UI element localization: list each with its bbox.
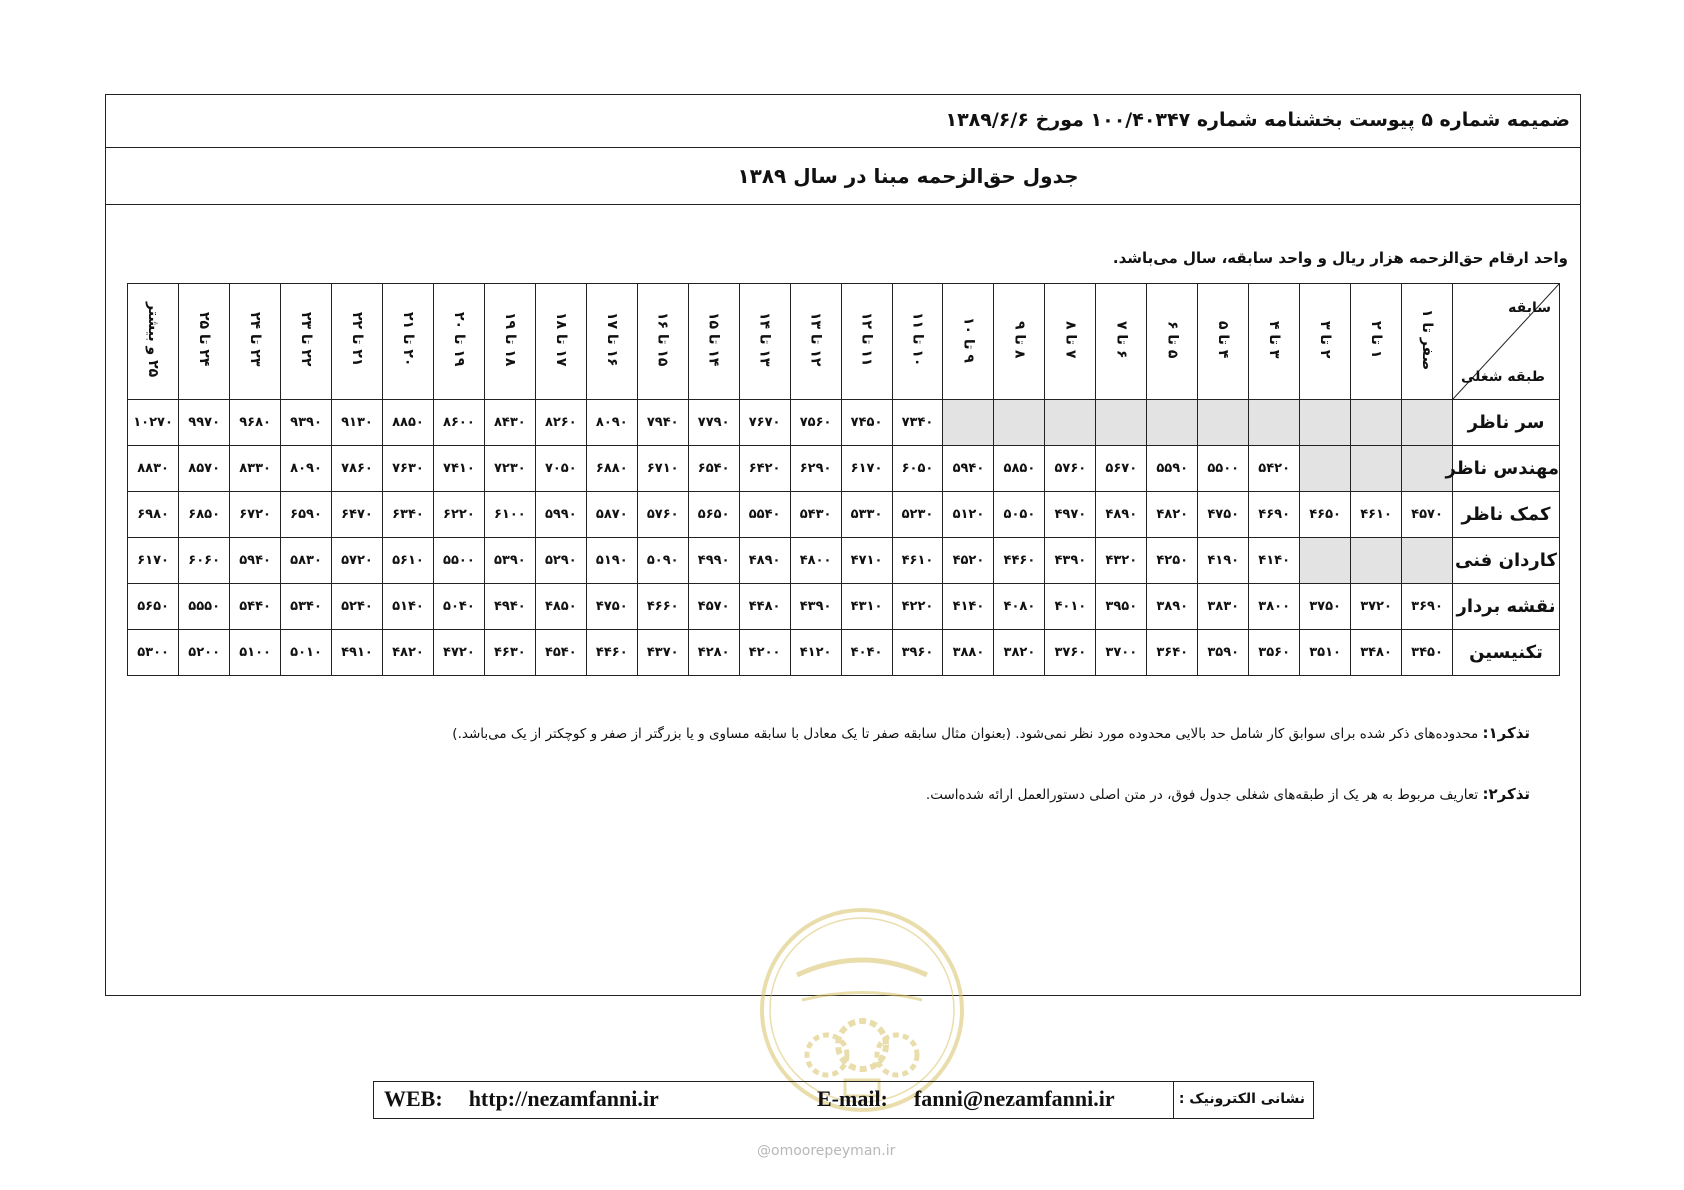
fee-cell: ۴۲۰۰ <box>739 630 790 676</box>
fee-cell: ۵۱۹۰ <box>586 538 637 584</box>
column-header-label: ۱۷ تا ۱۸ <box>552 312 569 367</box>
fee-cell: ۸۸۵۰ <box>382 400 433 446</box>
column-header-label: ۲۴ تا ۲۵ <box>196 312 213 367</box>
fee-cell: ۳۸۰۰ <box>1249 584 1300 630</box>
column-header-label: ۲۵ و بیشتر <box>145 301 162 378</box>
document-frame <box>105 94 1581 996</box>
empty-cell <box>1249 400 1300 446</box>
fee-cell: ۵۰۵۰ <box>994 492 1045 538</box>
fee-cell: ۸۴۳۰ <box>484 400 535 446</box>
column-header <box>1300 284 1351 400</box>
note-2-text: تعاریف مربوط به هر یک از طبقه‌های شغلی جدول فوق، در متن اصلی دستورالعمل ارائه شده‌است. <box>925 787 1483 803</box>
fee-cell: ۴۸۲۰ <box>1147 492 1198 538</box>
fee-cell: ۴۶۱۰ <box>1351 492 1402 538</box>
fee-cell: ۴۲۵۰ <box>1147 538 1198 584</box>
empty-cell <box>1045 400 1096 446</box>
fee-cell: ۵۱۰۰ <box>230 630 281 676</box>
column-header <box>841 284 892 400</box>
fee-cell: ۵۲۹۰ <box>535 538 586 584</box>
fee-cell: ۶۵۴۰ <box>688 446 739 492</box>
empty-cell <box>1351 446 1402 492</box>
column-header <box>892 284 943 400</box>
fee-cell: ۵۵۴۰ <box>739 492 790 538</box>
column-header <box>790 284 841 400</box>
fee-cell: ۴۶۱۰ <box>892 538 943 584</box>
fee-cell: ۴۹۹۰ <box>688 538 739 584</box>
fee-cell: ۸۶۰۰ <box>433 400 484 446</box>
empty-cell <box>943 400 994 446</box>
fee-cell: ۵۹۴۰ <box>230 538 281 584</box>
fee-cell: ۳۶۹۰ <box>1402 584 1453 630</box>
fee-cell: ۶۴۷۰ <box>332 492 383 538</box>
row-label: تکنیسین <box>1453 630 1560 676</box>
header-row <box>106 95 1580 148</box>
fee-cell: ۴۸۹۰ <box>1096 492 1147 538</box>
table-row <box>128 630 1560 676</box>
fee-cell: ۴۰۱۰ <box>1045 584 1096 630</box>
column-header <box>535 284 586 400</box>
fee-cell: ۴۲۲۰ <box>892 584 943 630</box>
fee-cell: ۴۷۱۰ <box>841 538 892 584</box>
fee-cell: ۴۸۲۰ <box>382 630 433 676</box>
fee-cell: ۵۵۰۰ <box>1198 446 1249 492</box>
fee-cell: ۵۱۴۰ <box>382 584 433 630</box>
column-header-label: ۱۰ تا ۱۱ <box>909 312 926 367</box>
fee-cell: ۵۳۹۰ <box>484 538 535 584</box>
column-header-label: ۱۱ تا ۱۲ <box>858 312 875 367</box>
fee-cell: ۳۸۸۰ <box>943 630 994 676</box>
column-header <box>1147 284 1198 400</box>
empty-cell <box>1402 538 1453 584</box>
fee-cell: ۵۶۱۰ <box>382 538 433 584</box>
fee-cell: ۵۴۴۰ <box>230 584 281 630</box>
fee-cell: ۹۶۸۰ <box>230 400 281 446</box>
fee-cell: ۴۰۴۰ <box>841 630 892 676</box>
fee-cell: ۹۹۷۰ <box>179 400 230 446</box>
column-header-label: ۵ تا ۶ <box>1164 320 1181 359</box>
row-label: مهندس ناظر <box>1453 446 1560 492</box>
column-header <box>1045 284 1096 400</box>
fee-cell: ۵۲۰۰ <box>179 630 230 676</box>
table-row <box>128 446 1560 492</box>
fee-cell: ۵۰۱۰ <box>281 630 332 676</box>
fee-cell: ۶۸۵۰ <box>179 492 230 538</box>
fee-cell: ۴۴۶۰ <box>994 538 1045 584</box>
fee-cell: ۶۷۱۰ <box>637 446 688 492</box>
fee-cell: ۳۵۹۰ <box>1198 630 1249 676</box>
column-header-label: ۴ تا ۵ <box>1215 320 1232 359</box>
table-header-row <box>128 284 1560 400</box>
fee-cell: ۷۵۶۰ <box>790 400 841 446</box>
watermark-text: @omoorepeyman.ir <box>757 1143 896 1159</box>
fee-cell: ۵۴۲۰ <box>1249 446 1300 492</box>
empty-cell <box>1300 400 1351 446</box>
note-1 <box>452 724 1530 742</box>
fee-cell: ۵۲۳۰ <box>892 492 943 538</box>
table-body <box>128 400 1560 676</box>
column-header-label: ۳ تا ۴ <box>1266 320 1283 359</box>
fee-cell: ۴۷۲۰ <box>433 630 484 676</box>
fee-cell: ۵۰۴۰ <box>433 584 484 630</box>
fee-cell: ۴۵۴۰ <box>535 630 586 676</box>
fee-cell: ۴۴۸۰ <box>739 584 790 630</box>
document-title: ضمیمه شماره ۵ پیوست بخشنامه شماره ۱۰۰/۴۰۳۴۷ مورخ ۱۳۸۹/۶/۶ <box>945 109 1570 131</box>
column-header <box>1096 284 1147 400</box>
email-link[interactable]: fanni@nezamfanni.ir <box>913 1086 1115 1111</box>
fee-cell: ۴۵۷۰ <box>1402 492 1453 538</box>
column-header <box>332 284 383 400</box>
fee-cell: ۳۸۹۰ <box>1147 584 1198 630</box>
fee-cell: ۴۸۰۰ <box>790 538 841 584</box>
fee-cell: ۳۹۶۰ <box>892 630 943 676</box>
note-2-label: تذکر۲: <box>1482 785 1530 803</box>
fee-cell: ۳۵۶۰ <box>1249 630 1300 676</box>
fee-cell: ۶۷۲۰ <box>230 492 281 538</box>
fee-cell: ۶۰۵۰ <box>892 446 943 492</box>
table-corner <box>1453 284 1560 400</box>
fee-cell: ۵۹۹۰ <box>535 492 586 538</box>
fee-cell: ۴۷۵۰ <box>1198 492 1249 538</box>
column-header <box>382 284 433 400</box>
column-header <box>281 284 332 400</box>
fee-cell: ۳۴۸۰ <box>1351 630 1402 676</box>
fee-cell: ۴۱۲۰ <box>790 630 841 676</box>
fee-cell: ۶۵۹۰ <box>281 492 332 538</box>
column-header <box>128 284 179 400</box>
empty-cell <box>1300 446 1351 492</box>
fee-cell: ۶۱۰۰ <box>484 492 535 538</box>
fee-table <box>127 283 1560 676</box>
fee-cell: ۵۳۴۰ <box>281 584 332 630</box>
fee-cell: ۳۷۰۰ <box>1096 630 1147 676</box>
fee-cell: ۵۷۲۰ <box>332 538 383 584</box>
column-header-label: ۲ تا ۳ <box>1317 320 1334 359</box>
fee-cell: ۴۳۹۰ <box>790 584 841 630</box>
empty-cell <box>1300 538 1351 584</box>
fee-cell: ۵۴۳۰ <box>790 492 841 538</box>
note-1-text: محدوده‌های ذکر شده برای سوابق کار شامل حد بالایی محدوده مورد نظر نمی‌شود. (بعنوان مثال سابقه صفر تا یک معادل با سابقه مساوی و یا بزرگتر از صفر و کوچکتر از یک می‌باشد.) <box>452 726 1483 742</box>
column-header <box>943 284 994 400</box>
fee-cell: ۴۷۵۰ <box>586 584 637 630</box>
fee-cell: ۳۷۵۰ <box>1300 584 1351 630</box>
fee-cell: ۷۴۱۰ <box>433 446 484 492</box>
column-header-label: ۱۴ تا ۱۵ <box>705 312 722 367</box>
column-header <box>433 284 484 400</box>
empty-cell <box>1096 400 1147 446</box>
web-label: WEB: <box>384 1086 443 1111</box>
column-header <box>179 284 230 400</box>
fee-cell: ۴۵۷۰ <box>688 584 739 630</box>
column-header <box>484 284 535 400</box>
column-header-label: ۲۳ تا ۲۴ <box>247 312 264 367</box>
fee-cell: ۶۹۸۰ <box>128 492 179 538</box>
fee-cell: ۷۷۹۰ <box>688 400 739 446</box>
column-header <box>739 284 790 400</box>
fee-cell: ۳۷۲۰ <box>1351 584 1402 630</box>
fee-cell: ۳۴۵۰ <box>1402 630 1453 676</box>
fee-cell: ۵۰۹۰ <box>637 538 688 584</box>
fee-cell: ۵۷۶۰ <box>637 492 688 538</box>
fee-cell: ۸۳۳۰ <box>230 446 281 492</box>
footer-web <box>384 1086 659 1112</box>
fee-cell: ۷۲۳۰ <box>484 446 535 492</box>
fee-cell: ۴۸۵۰ <box>535 584 586 630</box>
fee-cell: ۸۰۹۰ <box>281 446 332 492</box>
row-label: نقشه بردار <box>1453 584 1560 630</box>
column-header <box>1402 284 1453 400</box>
fee-cell: ۳۸۳۰ <box>1198 584 1249 630</box>
fee-cell: ۴۶۵۰ <box>1300 492 1351 538</box>
column-header-label: صفر تا ۱ <box>1419 308 1436 371</box>
row-label: کمک ناظر <box>1453 492 1560 538</box>
fee-cell: ۴۶۹۰ <box>1249 492 1300 538</box>
web-link[interactable]: http://nezamfanni.ir <box>468 1086 659 1111</box>
fee-cell: ۵۸۵۰ <box>994 446 1045 492</box>
footer-contact-box <box>373 1081 1314 1119</box>
subtitle-row <box>106 148 1580 205</box>
fee-cell: ۵۷۶۰ <box>1045 446 1096 492</box>
column-header <box>688 284 739 400</box>
empty-cell <box>994 400 1045 446</box>
column-header <box>1249 284 1300 400</box>
table-row <box>128 538 1560 584</box>
empty-cell <box>1402 400 1453 446</box>
fee-cell: ۳۵۱۰ <box>1300 630 1351 676</box>
fee-cell: ۶۲۹۰ <box>790 446 841 492</box>
fee-cell: ۴۳۲۰ <box>1096 538 1147 584</box>
table-title: جدول حق‌الزحمه مبنا در سال ۱۳۸۹ <box>737 164 1079 188</box>
column-header <box>586 284 637 400</box>
fee-cell: ۴۸۹۰ <box>739 538 790 584</box>
column-header-label: ۲۰ تا ۲۱ <box>399 312 416 367</box>
column-header-label: ۱۸ تا ۱۹ <box>501 312 518 367</box>
fee-cell: ۴۰۸۰ <box>994 584 1045 630</box>
fee-cell: ۷۶۳۰ <box>382 446 433 492</box>
fee-cell: ۵۵۰۰ <box>433 538 484 584</box>
fee-cell: ۶۳۴۰ <box>382 492 433 538</box>
fee-cell: ۷۸۶۰ <box>332 446 383 492</box>
fee-cell: ۸۲۶۰ <box>535 400 586 446</box>
fee-cell: ۷۶۷۰ <box>739 400 790 446</box>
fee-cell: ۵۶۷۰ <box>1096 446 1147 492</box>
table-row <box>128 584 1560 630</box>
email-label: E-mail: <box>817 1086 888 1111</box>
fee-cell: ۵۱۲۰ <box>943 492 994 538</box>
fee-cell: ۵۳۰۰ <box>128 630 179 676</box>
fee-cell: ۷۹۴۰ <box>637 400 688 446</box>
fee-cell: ۳۸۲۰ <box>994 630 1045 676</box>
column-header-label: ۶ تا ۷ <box>1113 320 1130 359</box>
fee-cell: ۵۹۴۰ <box>943 446 994 492</box>
fee-cell: ۵۳۳۰ <box>841 492 892 538</box>
note-2 <box>926 785 1530 803</box>
empty-cell <box>1351 538 1402 584</box>
fee-cell: ۷۰۵۰ <box>535 446 586 492</box>
column-header-label: ۸ تا ۹ <box>1011 320 1028 359</box>
fee-cell: ۶۴۲۰ <box>739 446 790 492</box>
fee-cell: ۵۶۵۰ <box>128 584 179 630</box>
fee-cell: ۸۰۹۰ <box>586 400 637 446</box>
column-header-label: ۱۵ تا ۱۶ <box>654 312 671 367</box>
fee-cell: ۸۵۷۰ <box>179 446 230 492</box>
column-header-label: ۷ تا ۸ <box>1062 320 1079 359</box>
column-header <box>230 284 281 400</box>
fee-cell: ۶۱۷۰ <box>128 538 179 584</box>
empty-cell <box>1147 400 1198 446</box>
column-header-label: ۱۳ تا ۱۴ <box>756 312 773 367</box>
fee-cell: ۴۱۴۰ <box>943 584 994 630</box>
column-header <box>1198 284 1249 400</box>
fee-cell: ۵۲۴۰ <box>332 584 383 630</box>
fee-cell: ۵۵۹۰ <box>1147 446 1198 492</box>
column-header-label: ۲۱ تا ۲۲ <box>349 312 365 367</box>
fee-cell: ۶۸۸۰ <box>586 446 637 492</box>
column-header-label: ۱۲ تا ۱۳ <box>807 312 824 367</box>
fee-cell: ۵۸۳۰ <box>281 538 332 584</box>
column-header <box>1351 284 1402 400</box>
fee-cell: ۹۳۹۰ <box>281 400 332 446</box>
fee-cell: ۵۶۵۰ <box>688 492 739 538</box>
fee-cell: ۶۲۲۰ <box>433 492 484 538</box>
row-label: سر ناظر <box>1453 400 1560 446</box>
fee-cell: ۸۸۳۰ <box>128 446 179 492</box>
column-header-label: ۲۲ تا ۲۳ <box>298 312 315 367</box>
fee-cell: ۹۱۳۰ <box>332 400 383 446</box>
fee-cell: ۴۲۸۰ <box>688 630 739 676</box>
column-header-label: ۱ تا ۲ <box>1368 320 1385 359</box>
table-row <box>128 400 1560 446</box>
column-header-label: ۱۹ تا ۲۰ <box>450 312 467 367</box>
fee-cell: ۴۳۹۰ <box>1045 538 1096 584</box>
fee-cell: ۱۰۲۷۰ <box>128 400 179 446</box>
corner-category-label: طبقه شغلی <box>1461 369 1545 385</box>
fee-cell: ۷۴۵۰ <box>841 400 892 446</box>
fee-cell: ۴۴۶۰ <box>586 630 637 676</box>
footer-email <box>817 1086 1115 1112</box>
fee-cell: ۶۰۶۰ <box>179 538 230 584</box>
fee-cell: ۵۵۵۰ <box>179 584 230 630</box>
fee-cell: ۴۹۴۰ <box>484 584 535 630</box>
fee-cell: ۴۶۶۰ <box>637 584 688 630</box>
fee-cell: ۴۱۴۰ <box>1249 538 1300 584</box>
column-header <box>637 284 688 400</box>
column-header <box>994 284 1045 400</box>
fee-cell: ۳۷۶۰ <box>1045 630 1096 676</box>
fee-cell: ۴۱۹۰ <box>1198 538 1249 584</box>
empty-cell <box>1198 400 1249 446</box>
table-row <box>128 492 1560 538</box>
fee-cell: ۳۶۴۰ <box>1147 630 1198 676</box>
fee-cell: ۴۳۱۰ <box>841 584 892 630</box>
fee-cell: ۶۱۷۰ <box>841 446 892 492</box>
fee-cell: ۳۹۵۰ <box>1096 584 1147 630</box>
fee-cell: ۷۳۴۰ <box>892 400 943 446</box>
fee-cell: ۴۵۲۰ <box>943 538 994 584</box>
unit-note: واحد ارقام حق‌الزحمه هزار ریال و واحد سابقه، سال می‌باشد. <box>1112 249 1568 267</box>
fee-cell: ۴۳۷۰ <box>637 630 688 676</box>
footer-label: نشانی الکترونیک : <box>1173 1082 1313 1118</box>
column-header-label: ۱۶ تا ۱۷ <box>603 312 620 367</box>
fee-cell: ۵۸۷۰ <box>586 492 637 538</box>
fee-cell: ۴۹۱۰ <box>332 630 383 676</box>
empty-cell <box>1351 400 1402 446</box>
fee-cell: ۴۶۳۰ <box>484 630 535 676</box>
fee-cell: ۴۹۷۰ <box>1045 492 1096 538</box>
note-1-label: تذکر۱: <box>1482 724 1530 742</box>
corner-experience-label: سابقه <box>1508 300 1551 316</box>
column-header-label: ۹ تا ۱۰ <box>960 316 977 363</box>
row-label: کاردان فنی <box>1453 538 1560 584</box>
